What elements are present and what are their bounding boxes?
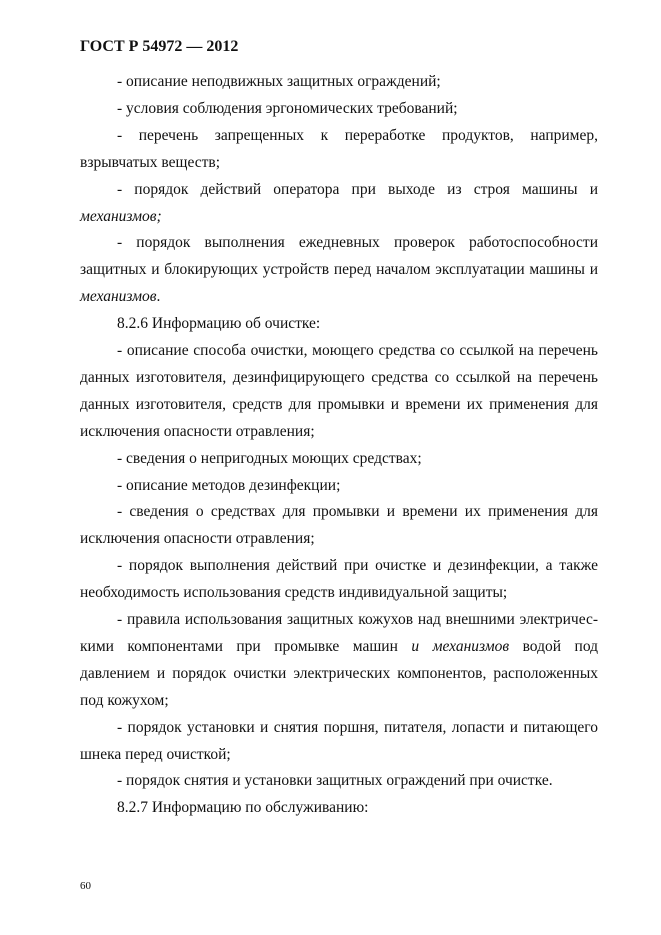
text-segment: взрывчатых веществ; <box>80 153 221 171</box>
text-line <box>117 771 598 791</box>
text-line <box>117 476 598 496</box>
text-line <box>80 745 598 765</box>
text-line <box>80 368 598 388</box>
text-segment: исключения опасности отравления; <box>80 530 315 548</box>
text-line <box>80 287 598 307</box>
text-segment: водой под <box>509 637 599 655</box>
text-segment: необходимость использования средств индивидуальной защиты; <box>80 584 508 602</box>
text-line <box>117 502 598 522</box>
text-line <box>117 341 598 361</box>
text-segment: - условия соблюдения эргономических требований; <box>117 99 458 117</box>
text-line <box>117 180 598 200</box>
text-segment: - сведения о средствах для промывки и времени их применения для <box>117 503 598 521</box>
page-number: 60 <box>80 880 91 892</box>
text-segment: данных изготовителя, средств для промывки и времени их применения для <box>80 395 598 413</box>
text-segment: кими компонентами при промывке машин <box>80 637 412 655</box>
text-line <box>117 233 598 253</box>
text-line <box>80 422 598 442</box>
text-segment: 8.2.6 Информацию об очистке: <box>117 315 321 333</box>
text-segment: - порядок выполнения действий при очистке и дезинфекции, а также <box>117 557 598 575</box>
text-line <box>80 153 598 173</box>
text-segment: . <box>156 288 161 306</box>
text-line <box>117 610 598 630</box>
text-line <box>80 637 598 657</box>
text-line <box>80 207 598 227</box>
text-segment: - сведения о непригодных моющих средствах; <box>117 449 422 467</box>
text-line <box>117 798 598 818</box>
text-segment: - порядок снятия и установки защитных ограждений при очистке. <box>117 772 553 790</box>
text-segment: - правила использования защитных кожухов над внешними электричес- <box>117 611 598 628</box>
italic-text: механизмов; <box>80 207 162 225</box>
text-segment: - порядок установки и снятия поршня, питателя, лопасти и питающего <box>117 718 598 736</box>
document-header: ГОСТ Р 54972 — 2012 <box>80 38 239 55</box>
text-segment: исключения опасности отравления; <box>80 422 315 440</box>
text-segment: - описание методов дезинфекции; <box>117 476 341 494</box>
text-line <box>117 99 598 119</box>
text-segment: шнека перед очисткой; <box>80 745 231 763</box>
text-line <box>117 556 598 576</box>
text-segment: - описание способа очистки, моющего средства со ссылкой на перечень <box>117 342 598 359</box>
text-line <box>80 260 598 280</box>
text-segment: - перечень запрещенных к переработке продуктов, например, <box>117 126 598 144</box>
italic-text: механизмов <box>80 288 157 306</box>
text-line <box>80 691 598 711</box>
text-line <box>117 449 598 469</box>
text-segment: данных изготовителя, дезинфицирующего средства со ссылкой на перечень <box>80 368 598 386</box>
text-line <box>80 583 598 603</box>
text-segment: 8.2.7 Информацию по обслуживанию: <box>117 799 369 817</box>
text-line <box>117 718 598 738</box>
text-line <box>80 529 598 549</box>
italic-text: и механизмов <box>411 637 510 655</box>
text-segment: давлением и порядок очистки электрических компонентов, расположенных <box>80 664 598 682</box>
text-line <box>80 395 598 415</box>
text-line <box>117 72 598 92</box>
text-line <box>80 664 598 684</box>
text-line <box>117 126 598 146</box>
text-segment: - описание неподвижных защитных ограждений; <box>117 73 441 90</box>
text-segment: - порядок выполнения ежедневных проверок работоспособности <box>117 234 598 252</box>
text-segment: под кожухом; <box>80 691 169 709</box>
text-line <box>117 314 598 334</box>
text-segment: - порядок действий оператора при выходе из строя машины и <box>117 180 598 198</box>
text-segment: защитных и блокирующих устройств перед началом эксплуатации машины и <box>80 261 598 279</box>
